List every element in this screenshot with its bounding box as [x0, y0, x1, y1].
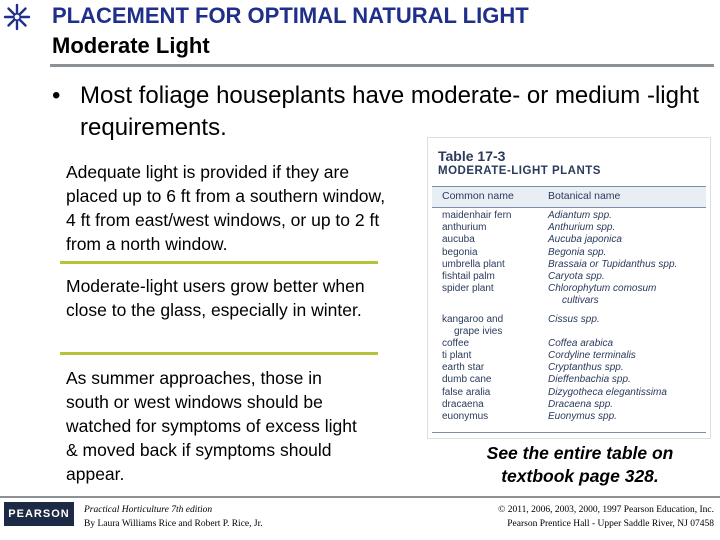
- table-body: [432, 210, 706, 423]
- pearson-logo: PEARSON: [4, 502, 74, 526]
- paragraph-separator: [60, 261, 378, 264]
- common-name: fishtail palm: [442, 270, 495, 282]
- paragraph-summer: As summer approaches, those in south or west windows should be watched for symptoms of excess light & moved back if symptoms should appear.: [66, 368, 357, 484]
- footer-book-title: Practical Horticulture 7th edition: [84, 505, 213, 515]
- table-row: [432, 283, 706, 295]
- table-row: [432, 259, 706, 271]
- slide-title: PLACEMENT FOR OPTIMAL NATURAL LIGHT: [52, 3, 529, 28]
- footer-publisher: Pearson Prentice Hall - Upper Saddle River, NJ 07458: [507, 519, 714, 529]
- table-row: [432, 234, 706, 246]
- bullet-dot: •: [52, 82, 61, 109]
- botanical-name: Euonymus spp.: [548, 411, 617, 422]
- common-name: spider plant: [442, 283, 494, 295]
- table-row: [432, 222, 706, 234]
- table-header-botanical-name: Botanical name: [548, 190, 621, 202]
- table-row: [432, 326, 706, 338]
- botanical-name: Adiantum spp.: [548, 210, 612, 221]
- common-name: umbrella plant: [442, 258, 505, 270]
- see-table-note: See the entire table on textbook page 328.: [486, 443, 674, 486]
- botanical-name: Brassaia or Tupidanthus spp.: [548, 258, 678, 270]
- common-name: grape ivies: [454, 325, 503, 337]
- common-name: anthurium: [442, 222, 487, 234]
- footer-copyright-info: [470, 503, 714, 531]
- common-name: earth star: [442, 362, 485, 374]
- footer-book-info: [84, 503, 263, 531]
- footer-divider: [0, 496, 720, 498]
- table-row: [432, 210, 706, 222]
- botanical-name: Chlorophytum comosum: [548, 283, 657, 295]
- common-name: maidenhair fern: [442, 210, 512, 221]
- table-row: [432, 411, 706, 423]
- slide-subtitle: Moderate Light: [52, 33, 210, 58]
- common-name: euonymus: [442, 411, 489, 422]
- title-divider: [50, 64, 714, 67]
- table-row: [432, 314, 706, 326]
- botanical-name: Dieffenbachia spp.: [548, 374, 631, 386]
- table-bottom-rule: [432, 432, 706, 433]
- botanical-name: Coffea arabica: [548, 337, 614, 349]
- botanical-name: Cryptanthus spp.: [548, 362, 624, 374]
- common-name: aucuba: [442, 234, 475, 246]
- botanical-name: Cordyline terminalis: [548, 350, 636, 362]
- paragraph-adequate-light: Adequate light is provided if they are placed up to 6 ft from a southern window, 4 ft from east/west windows, or up to 2 ft from a north window.: [66, 162, 386, 254]
- asterisk-flower-icon: [2, 2, 32, 32]
- botanical-name: Cissus spp.: [548, 313, 600, 325]
- table-row: [432, 387, 706, 399]
- table-row: [432, 399, 706, 411]
- botanical-name: cultivars: [562, 295, 599, 307]
- common-name: dumb cane: [442, 374, 492, 386]
- botanical-name: Begonia spp.: [548, 246, 607, 258]
- footer-copyright: © 2011, 2006, 2003, 2000, 1997 Pearson Education, Inc.: [498, 505, 714, 515]
- table-caption: MODERATE-LIGHT PLANTS: [438, 165, 601, 177]
- table-row: [432, 338, 706, 350]
- common-name: coffee: [442, 337, 470, 349]
- common-name: dracaena: [442, 398, 484, 410]
- botanical-name: Caryota spp.: [548, 270, 605, 282]
- footer-authors: By Laura Williams Rice and Robert P. Rice, Jr.: [84, 519, 263, 529]
- table-row: [432, 247, 706, 259]
- table-row: [432, 271, 706, 283]
- table-row: [432, 350, 706, 362]
- bullet-text: Most foliage houseplants have moderate- or medium -light requirements.: [80, 82, 699, 141]
- table-row: [432, 374, 706, 386]
- common-name: ti plant: [442, 350, 472, 362]
- table-header: [432, 186, 706, 208]
- common-name: begonia: [442, 246, 478, 258]
- common-name: false aralia: [442, 386, 491, 398]
- botanical-name: Dizygotheca elegantissima: [548, 386, 667, 398]
- table-row: [432, 295, 706, 307]
- table-label: Table 17-3: [438, 148, 506, 164]
- table-row: [432, 362, 706, 374]
- table-header-common-name: Common name: [442, 190, 514, 202]
- paragraph-separator: [60, 352, 378, 355]
- common-name: kangaroo and: [442, 313, 504, 325]
- paragraph-grow-better: Moderate-light users grow better when close to the glass, especially in winter.: [66, 276, 365, 320]
- botanical-name: Aucuba japonica: [548, 234, 622, 246]
- botanical-name: Anthurium spp.: [548, 222, 616, 234]
- moderate-light-plants-table: [427, 137, 711, 439]
- botanical-name: Dracaena spp.: [548, 398, 614, 410]
